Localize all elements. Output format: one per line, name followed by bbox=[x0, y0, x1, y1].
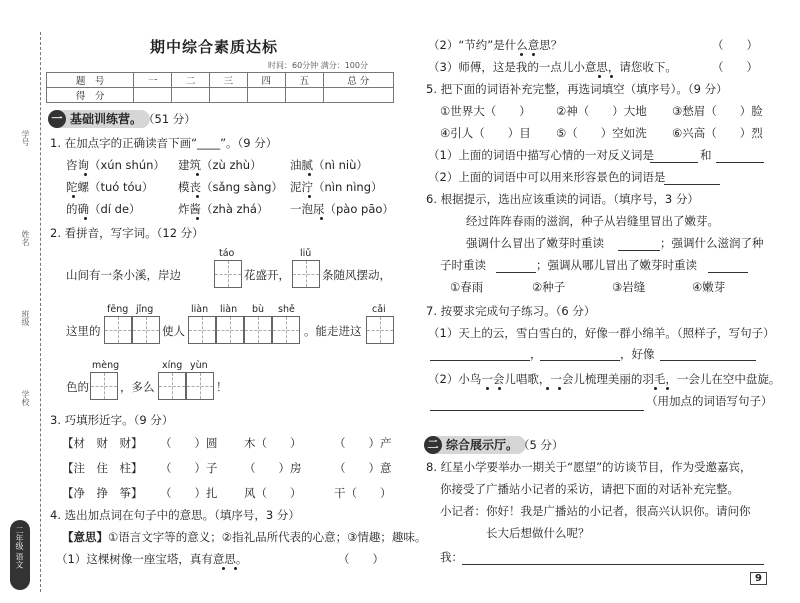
side-label-school: 学校 bbox=[21, 390, 30, 406]
sentence-text: 使人 bbox=[162, 324, 185, 338]
question-7-stem: 7. 按要求完成句子练习。（6 分） bbox=[426, 304, 596, 318]
fill-item[interactable]: （ ）扎 bbox=[160, 486, 218, 500]
sentence-text: 条随风摆动， bbox=[322, 268, 391, 282]
question-1-stem: 1. 在加点字的正确读音下画“____”。（9 分） bbox=[50, 136, 278, 150]
sentence-text: 花盛开， bbox=[244, 268, 290, 282]
question-3-stem: 3. 巧填形近字。（9 分） bbox=[50, 413, 174, 427]
score-cell[interactable] bbox=[172, 88, 210, 103]
pinyin: cǎi bbox=[372, 304, 386, 315]
q5-answer-1: （1）上面的词语中描写心情的一对反义词是 bbox=[428, 148, 654, 162]
fill-item[interactable]: 木（ ） bbox=[244, 436, 302, 450]
q6-line-2b: ；强调从哪儿冒出了嫩芽时重读 bbox=[536, 258, 697, 272]
score-table-header: 总 分 bbox=[323, 73, 394, 88]
pinyin-item: 的确（dí de） bbox=[66, 202, 141, 216]
answer-blank[interactable] bbox=[462, 564, 764, 565]
idiom-item[interactable]: ⑤（ ）空如洗 bbox=[556, 126, 647, 140]
writing-box[interactable] bbox=[366, 316, 394, 344]
q4-sentence-3: （3）师傅，这是我的一点儿小意思，请您收下。 bbox=[428, 60, 677, 74]
answer-blank[interactable] bbox=[540, 360, 620, 361]
side-label-name: 姓名 bbox=[21, 230, 30, 246]
pinyin-item: 一泡尿（pào pāo） bbox=[290, 202, 394, 216]
pinyin-item: 油腻（nì niù） bbox=[290, 158, 368, 172]
writing-box[interactable] bbox=[158, 372, 186, 400]
pinyin: yùn bbox=[190, 360, 208, 371]
sentence-text: ，多么 bbox=[120, 380, 155, 394]
score-table-header: 五 bbox=[285, 73, 323, 88]
q4-sentence-2: （2）“节约”是什么意思？ bbox=[428, 38, 563, 52]
pinyin: liàn bbox=[220, 304, 238, 315]
writing-box[interactable] bbox=[244, 316, 272, 344]
q6-option: ②种子 bbox=[532, 280, 566, 294]
answer-blank[interactable] bbox=[716, 162, 764, 163]
pinyin: xíng bbox=[162, 360, 183, 371]
meaning-label: 【意思】 bbox=[62, 530, 108, 544]
idiom-item[interactable]: ①世界大（ ） bbox=[440, 104, 531, 118]
fill-item[interactable]: 风（ ） bbox=[244, 486, 302, 500]
sentence-text: 这里的 bbox=[66, 324, 101, 338]
q5-answer-and: 和 bbox=[700, 148, 712, 162]
section-badge bbox=[48, 110, 150, 128]
idiom-item[interactable]: ②神（ ）大地 bbox=[556, 104, 647, 118]
score-cell[interactable] bbox=[210, 88, 248, 103]
answer-blank[interactable] bbox=[430, 360, 530, 361]
emphasis-dot bbox=[72, 195, 75, 198]
score-cell[interactable] bbox=[323, 88, 394, 103]
idiom-item[interactable]: ④引人（ ）目 bbox=[440, 126, 531, 140]
section-badge bbox=[424, 436, 526, 454]
score-table-header: 四 bbox=[247, 73, 285, 88]
score-table-header: 一 bbox=[134, 73, 172, 88]
idiom-item[interactable]: ③愁眉（ ）脸 bbox=[672, 104, 763, 118]
emphasis-dot bbox=[308, 195, 311, 198]
pinyin: jǐng bbox=[136, 304, 154, 315]
q6-option: ④嫩芽 bbox=[692, 280, 726, 294]
pinyin: táo bbox=[219, 248, 235, 259]
pinyin: liǔ bbox=[300, 248, 312, 259]
score-cell[interactable] bbox=[134, 88, 172, 103]
page-title: 期中综合素质达标 bbox=[150, 38, 279, 56]
sentence-text: 。能走进这 bbox=[304, 324, 362, 338]
pinyin: shě bbox=[278, 304, 295, 315]
emphasis-dot bbox=[598, 75, 601, 78]
emphasis-dot bbox=[222, 567, 225, 570]
q7-sentence-1: （1）天上的云，雪白雪白的，好像一群小绵羊。（照样子，写句子） bbox=[428, 326, 775, 340]
char-group: 【注 住 柱】 bbox=[62, 461, 143, 475]
writing-box[interactable] bbox=[188, 316, 216, 344]
score-row-label: 得 分 bbox=[47, 88, 134, 103]
fill-item[interactable]: （ ）产 bbox=[334, 436, 392, 450]
emphasis-dot bbox=[196, 217, 199, 220]
writing-box[interactable] bbox=[216, 316, 244, 344]
section-points: （5 分） bbox=[518, 438, 564, 452]
emphasis-dot bbox=[610, 75, 613, 78]
meaning-block bbox=[62, 530, 426, 545]
pinyin: liàn bbox=[191, 304, 209, 315]
idiom-item[interactable]: ⑥兴高（ ）烈 bbox=[672, 126, 763, 140]
reporter-line: 小记者：你好！我是广播站的小记者，很高兴认识你。请问你 bbox=[440, 504, 751, 518]
emphasis-dot bbox=[520, 53, 523, 56]
pinyin-item: 泥泞（nìn nìng） bbox=[290, 180, 383, 194]
fill-item[interactable]: （ ）圆 bbox=[160, 436, 218, 450]
emphasis-dot bbox=[320, 217, 323, 220]
question-8-stem-2: 你接受了广播站小记者的采访，请把下面的对话补充完整。 bbox=[440, 482, 739, 496]
emphasis-dot bbox=[654, 387, 657, 390]
emphasis-dot bbox=[308, 173, 311, 176]
emphasis-dot bbox=[196, 173, 199, 176]
score-cell[interactable] bbox=[247, 88, 285, 103]
side-label-class: 班级 bbox=[21, 310, 30, 326]
meaning-text: ①语言文字等的意义；②指礼品所代表的心意；③情趣；趣味。 bbox=[108, 530, 427, 544]
sentence-text: 色的 bbox=[66, 380, 89, 394]
sentence-text: ！ bbox=[216, 380, 228, 394]
emphasis-dot bbox=[546, 387, 549, 390]
section-number: 二 bbox=[424, 436, 442, 454]
reporter-line-2: 长大后想做什么呢？ bbox=[486, 526, 590, 540]
q7-like: ，好像 bbox=[620, 347, 655, 361]
question-4-stem: 4. 选出加点词在句子中的意思。（填序号，3 分） bbox=[50, 508, 300, 522]
q7-sentence-2: （2）小鸟一会儿唱歌，一会儿梳理美丽的羽毛，一会儿在空中盘旋。 bbox=[428, 372, 781, 386]
question-8-stem: 8. 红星小学要举办一期关于“愿望”的访谈节目，作为受邀嘉宾， bbox=[426, 460, 752, 474]
emphasis-dot bbox=[234, 567, 237, 570]
answer-blank[interactable] bbox=[430, 410, 644, 411]
char-group: 【材 财 财】 bbox=[62, 436, 143, 450]
emphasis-dot bbox=[84, 173, 87, 176]
emphasis-dot bbox=[84, 217, 87, 220]
answer-blank[interactable] bbox=[496, 272, 536, 273]
emphasis-dot bbox=[498, 387, 501, 390]
emphasis-dot bbox=[532, 53, 535, 56]
pinyin-item: 陀螺（tuó tóu） bbox=[66, 180, 154, 194]
writing-box[interactable] bbox=[214, 260, 242, 288]
answer-blank[interactable] bbox=[664, 184, 720, 185]
pinyin-item: 模丧（sǎng sàng） bbox=[178, 180, 283, 194]
score-table-header: 三 bbox=[210, 73, 248, 88]
emphasis-dot bbox=[196, 195, 199, 198]
q6-option: ③岩缝 bbox=[612, 280, 646, 294]
q6-line-1b: ；强调什么滋润了种 bbox=[660, 236, 764, 250]
q6-line-1a: 强调什么冒出了嫩芽时重读 bbox=[466, 236, 604, 250]
section-points: （51 分） bbox=[143, 112, 196, 126]
q5-answer-2: （2）上面的词语中可以用来形容景色的词语是 bbox=[428, 170, 666, 184]
q7-requirement: （用加点的词语写句子） bbox=[646, 394, 773, 408]
pinyin: fēng bbox=[107, 304, 129, 315]
fill-item[interactable]: 干（ ） bbox=[334, 486, 392, 500]
exam-meta: 时间：60分钟 满分：100分 bbox=[268, 61, 368, 70]
score-table bbox=[46, 72, 394, 103]
page-number: 9 bbox=[750, 572, 767, 585]
char-group: 【净 挣 筝】 bbox=[62, 486, 143, 500]
pinyin: bù bbox=[252, 304, 265, 315]
answer-paren[interactable]: （ ） bbox=[712, 38, 758, 52]
emphasis-dot bbox=[666, 387, 669, 390]
answer-blank[interactable] bbox=[660, 360, 756, 361]
section-title: 综合展示厅。 bbox=[446, 438, 519, 452]
answer-blank[interactable] bbox=[708, 272, 748, 273]
question-5-stem: 5. 把下面的词语补充完整，再选词填空（填序号）。（9 分） bbox=[426, 82, 728, 96]
answer-blank[interactable] bbox=[650, 162, 698, 163]
book-badge-text: 二年级 语文 bbox=[15, 526, 24, 569]
side-label-number: 学号 bbox=[21, 130, 30, 146]
pinyin: mèng bbox=[92, 360, 120, 371]
q6-option: ①春雨 bbox=[450, 280, 484, 294]
writing-box[interactable] bbox=[90, 372, 118, 400]
sentence-text: 山间有一条小溪，岸边 bbox=[66, 268, 181, 282]
q6-sentence: 经过阵阵春雨的滋润，种子从岩缝里冒出了嫩芽。 bbox=[466, 214, 719, 228]
answer-blank[interactable] bbox=[618, 250, 660, 251]
answer-paren[interactable]: （ ） bbox=[712, 60, 758, 74]
pinyin-item: 炸酱（zhà zhá） bbox=[178, 202, 269, 216]
pinyin-item: 咨询（xún shún） bbox=[66, 158, 165, 172]
q7-comma: ， bbox=[530, 347, 542, 361]
question-2-stem: 2. 看拼音，写字词。（12 分） bbox=[50, 226, 204, 240]
writing-box[interactable] bbox=[104, 316, 132, 344]
score-table-header: 二 bbox=[172, 73, 210, 88]
fill-item[interactable]: （ ）子 bbox=[160, 461, 218, 475]
score-table-header: 题 号 bbox=[47, 73, 134, 88]
section-title: 基础训练营。 bbox=[70, 112, 143, 126]
writing-box[interactable] bbox=[272, 316, 300, 344]
emphasis-dot bbox=[558, 387, 561, 390]
answer-label: 我： bbox=[440, 550, 463, 564]
binding-line bbox=[40, 32, 41, 592]
q6-line-2a: 子时重读 bbox=[440, 258, 486, 272]
fill-item[interactable]: （ ）意 bbox=[334, 461, 392, 475]
answer-paren[interactable]: （ ） bbox=[338, 552, 384, 566]
q4-sentence-1: （1）这棵树像一座宝塔，真有意思。 bbox=[56, 552, 248, 566]
emphasis-dot bbox=[486, 387, 489, 390]
fill-item[interactable]: （ ）房 bbox=[244, 461, 302, 475]
writing-box[interactable] bbox=[132, 316, 160, 344]
pinyin-item: 建筑（zù zhù） bbox=[178, 158, 262, 172]
score-cell[interactable] bbox=[285, 88, 323, 103]
writing-box[interactable] bbox=[292, 260, 320, 288]
section-number: 一 bbox=[48, 110, 66, 128]
question-6-stem: 6. 根据提示，选出应该重读的词语。（填序号，3 分） bbox=[426, 192, 699, 206]
writing-box[interactable] bbox=[186, 372, 214, 400]
